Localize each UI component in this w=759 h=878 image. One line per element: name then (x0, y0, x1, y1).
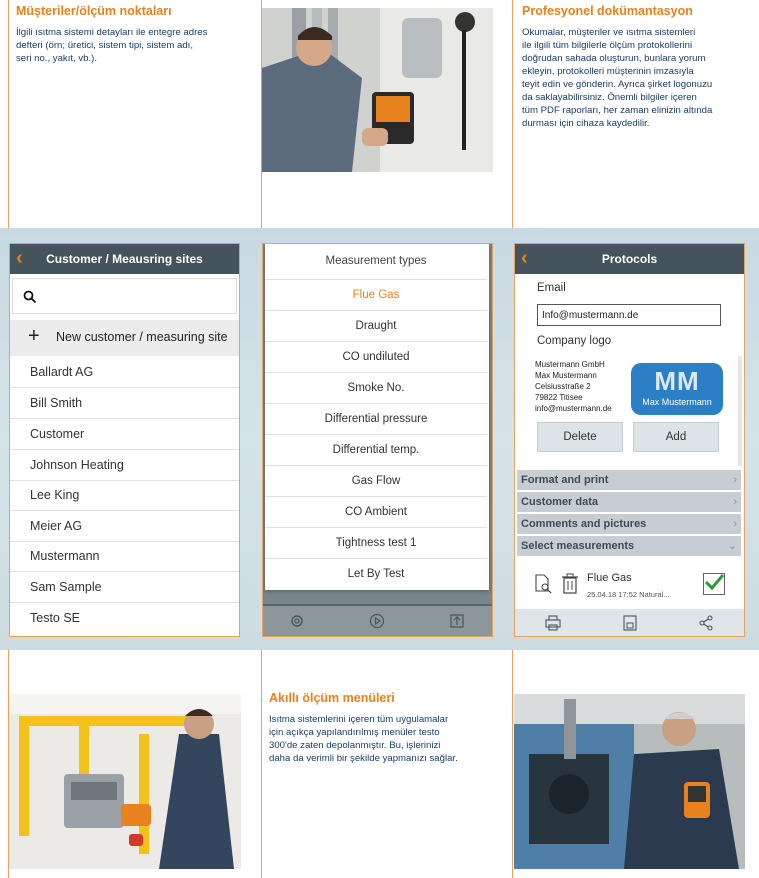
gear-icon[interactable] (289, 613, 305, 629)
preview-document-icon[interactable] (533, 574, 553, 594)
divider (10, 480, 239, 481)
company-logo (631, 363, 723, 415)
add-button[interactable]: Add (633, 422, 719, 452)
dialog-title: Measurement types (325, 254, 427, 267)
measurement-type-item[interactable]: Flue Gas (265, 279, 487, 310)
bottom-toolbar (515, 609, 744, 636)
measurement-type-item[interactable]: Gas Flow (265, 465, 487, 496)
section-comments-pictures[interactable] (517, 514, 741, 534)
section-title-documentation: Profesyonel dokümantasyon (522, 4, 693, 18)
chevron-down-icon: ⌄ (727, 540, 737, 552)
divider (10, 571, 239, 572)
customer-item[interactable]: Johnson Heating (30, 458, 124, 472)
play-icon[interactable] (369, 613, 385, 629)
customer-screen-title: Customer / Meausring sites (46, 252, 203, 266)
new-customer-label: New customer / measuring site (56, 330, 228, 344)
delete-button[interactable]: Delete (537, 422, 623, 452)
divider (10, 541, 239, 542)
customer-titlebar (10, 244, 239, 274)
section-label: Format and print (521, 474, 609, 486)
section-body-documentation: Okumalar, müşteriler ve ısıtma sistemleri ile ilgili tüm bilgilerle ölçüm protokollerini doğrudan sahada oluşturun, bunlara yorum ekleyin, protokolleri müşterinin imzasıyla teyit edin ve gönderin. Ayrıca şirket logonuzu da saklayabilirsiniz. Önemli bilgiler içeren tüm PDF raporları, her zaman elinizin altında durması için cihaza kaydedilir. (522, 27, 713, 129)
logo-name: Max Mustermann (642, 397, 712, 407)
section-body-smart-menus: Isıtma sistemlerini içeren tüm uygulamalar için açıkça yapılandırılmış menüler testo 300'de zaten depolanmıştır. Bu, işlerinizi daha da verimli bir şekilde yapmanızı sağlar. (269, 714, 458, 764)
search-input[interactable] (12, 278, 237, 314)
customer-item[interactable]: Lee King (30, 488, 80, 502)
measurement-checkbox[interactable] (703, 573, 725, 595)
protocols-screen (514, 243, 745, 637)
address-line: Max Mustermann (535, 371, 597, 380)
search-icon (23, 290, 37, 304)
section-label: Customer data (521, 496, 599, 508)
new-customer-button[interactable] (10, 320, 239, 356)
measurement-detail: 25.04.18 17:52 Natural... (587, 590, 670, 599)
chevron-right-icon: › (733, 518, 737, 530)
measurement-type-item[interactable]: Smoke No. (265, 372, 487, 403)
section-format-print[interactable] (517, 470, 741, 490)
customer-item[interactable]: Bill Smith (30, 396, 83, 410)
section-label: Select measurements (521, 540, 635, 552)
divider (10, 387, 239, 388)
back-icon[interactable]: ‹ (521, 247, 528, 269)
chevron-right-icon: › (733, 496, 737, 508)
email-label: Email (537, 282, 566, 294)
plus-icon: + (28, 325, 40, 347)
customer-item[interactable]: Customer (30, 427, 85, 441)
section-title-customers: Müşteriler/ölçüm noktaları (16, 4, 172, 18)
save-pdf-icon[interactable] (622, 615, 638, 631)
customer-item[interactable]: Meier AG (30, 519, 83, 533)
boiler-technician-photo (514, 694, 745, 869)
customer-item[interactable]: Testo SE (30, 611, 81, 625)
customer-item[interactable]: Ballardt AG (30, 365, 94, 379)
section-customer-data[interactable] (517, 492, 741, 512)
section-label: Comments and pictures (521, 518, 647, 530)
customer-item[interactable]: Sam Sample (30, 580, 102, 594)
bottom-toolbar (263, 606, 492, 636)
technician-boiler-photo (262, 8, 493, 172)
divider (10, 510, 239, 511)
measurement-screen (262, 243, 493, 637)
measurement-name: Flue Gas (587, 572, 632, 584)
section-title-smart-menus: Akıllı ölçüm menüleri (269, 691, 395, 705)
section-body-customers: İlgili ısıtma sistemi detayları ile entegre adres defteri (örn; üretici, sistem tipi, sistem adı, seri no., yakıt, vb.). (16, 27, 208, 64)
share-icon[interactable] (698, 615, 714, 631)
measurement-type-item[interactable]: Let By Test (265, 558, 487, 589)
export-icon[interactable] (449, 613, 465, 629)
scrollbar[interactable] (738, 356, 742, 466)
protocols-titlebar (515, 244, 744, 274)
trash-icon[interactable] (560, 573, 580, 595)
measurement-type-item[interactable]: Differential pressure (265, 403, 487, 434)
measurement-types-dialog (265, 244, 489, 590)
measurement-type-item[interactable]: Draught (265, 310, 487, 341)
divider (10, 602, 239, 603)
measurement-type-item[interactable]: CO undiluted (265, 341, 487, 372)
address-line: info@mustermann.de (535, 404, 612, 413)
gas-meter-technician-photo (9, 694, 241, 869)
customer-screen (9, 243, 240, 637)
divider (10, 418, 239, 419)
address-line: 79822 Titisee (535, 393, 583, 402)
back-icon[interactable]: ‹ (16, 247, 23, 269)
company-logo-label: Company logo (537, 335, 612, 347)
measurement-type-item[interactable]: CO Ambient (265, 496, 487, 527)
chevron-right-icon: › (733, 474, 737, 486)
measurement-type-item[interactable]: Tightness test 1 (265, 527, 487, 558)
divider (10, 449, 239, 450)
address-line: Mustermann GmbH (535, 360, 605, 369)
company-address (535, 359, 612, 414)
protocols-screen-title: Protocols (601, 252, 658, 266)
customer-item[interactable]: Mustermann (30, 549, 100, 563)
email-field[interactable]: Info@mustermann.de (537, 304, 721, 326)
logo-initials: MM (654, 366, 700, 396)
address-line: Celsiusstraße 2 (535, 382, 591, 391)
printer-icon[interactable] (545, 615, 561, 631)
checkmark-icon (703, 571, 725, 593)
measurement-type-item[interactable]: Differential temp. (265, 434, 487, 465)
section-select-measurements[interactable] (517, 536, 741, 556)
